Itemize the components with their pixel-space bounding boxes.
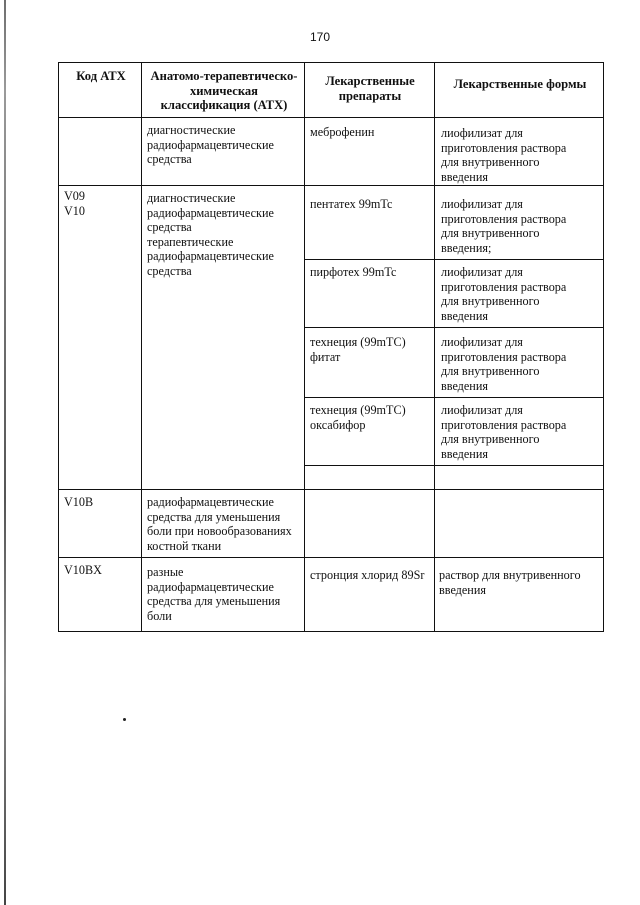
row3-classification: радиофармацевтические средства для уменьшения боли при новообразованиях костной ткани	[147, 495, 292, 553]
page-number: 170	[309, 30, 331, 44]
row-divider	[59, 185, 603, 186]
row1-classification: диагностические радиофармацевтические средства	[147, 123, 274, 167]
row2-classification: диагностические радиофармацевтические средства терапевтические радиофармацевтические средства	[147, 191, 274, 278]
row4-drug: стронция хлорид 89Sr	[310, 568, 425, 582]
row1-drug: меброфенин	[310, 125, 375, 139]
subrow-divider	[304, 465, 603, 466]
scan-edge-shadow	[4, 0, 6, 905]
row2-item3-form: лиофилизат для приготовления раствора для внутривенного введения	[441, 335, 567, 393]
row2-item4-form: лиофилизат для приготовления раствора для внутривенного введения	[441, 403, 567, 461]
subrow-divider	[304, 327, 603, 328]
row1-form: лиофилизат для приготовления раствора для внутривенного введения	[441, 126, 567, 184]
row4-form: раствор для внутривенного введения	[439, 568, 581, 597]
row-divider	[59, 489, 603, 490]
row2-item2-form: лиофилизат для приготовления раствора для внутривенного введения	[441, 265, 567, 323]
row-divider	[59, 557, 603, 558]
atc-drug-table	[58, 62, 604, 632]
subrow-divider	[304, 397, 603, 398]
row2-code: V09 V10	[64, 189, 85, 218]
row4-code: V10BX	[64, 563, 102, 577]
header-drugs: Лекарственные препараты	[325, 74, 415, 103]
row2-item1-form: лиофилизат для приготовления раствора для внутривенного введения;	[441, 197, 567, 255]
scan-speck	[123, 718, 126, 721]
row2-item2-drug: пирфотех 99mTc	[310, 265, 397, 279]
row2-item1-drug: пентатех 99mTc	[310, 197, 393, 211]
column-divider	[141, 63, 142, 631]
header-row-divider	[59, 117, 603, 118]
column-divider	[304, 63, 305, 631]
subrow-divider	[304, 259, 603, 260]
row2-item4-drug: технеция (99mTC) оксабифор	[310, 403, 406, 432]
row4-classification: разные радиофармацевтические средства для уменьшения боли	[147, 565, 281, 623]
header-classification: Анатомо-терапевтическо- химическая классификация (АТХ)	[150, 69, 298, 113]
header-atc-code: Код АТХ	[76, 69, 126, 83]
header-forms: Лекарственные формы	[453, 77, 587, 91]
row2-item3-drug: технеция (99mTC) фитат	[310, 335, 406, 364]
row3-code: V10B	[64, 495, 94, 509]
column-divider	[434, 63, 435, 631]
